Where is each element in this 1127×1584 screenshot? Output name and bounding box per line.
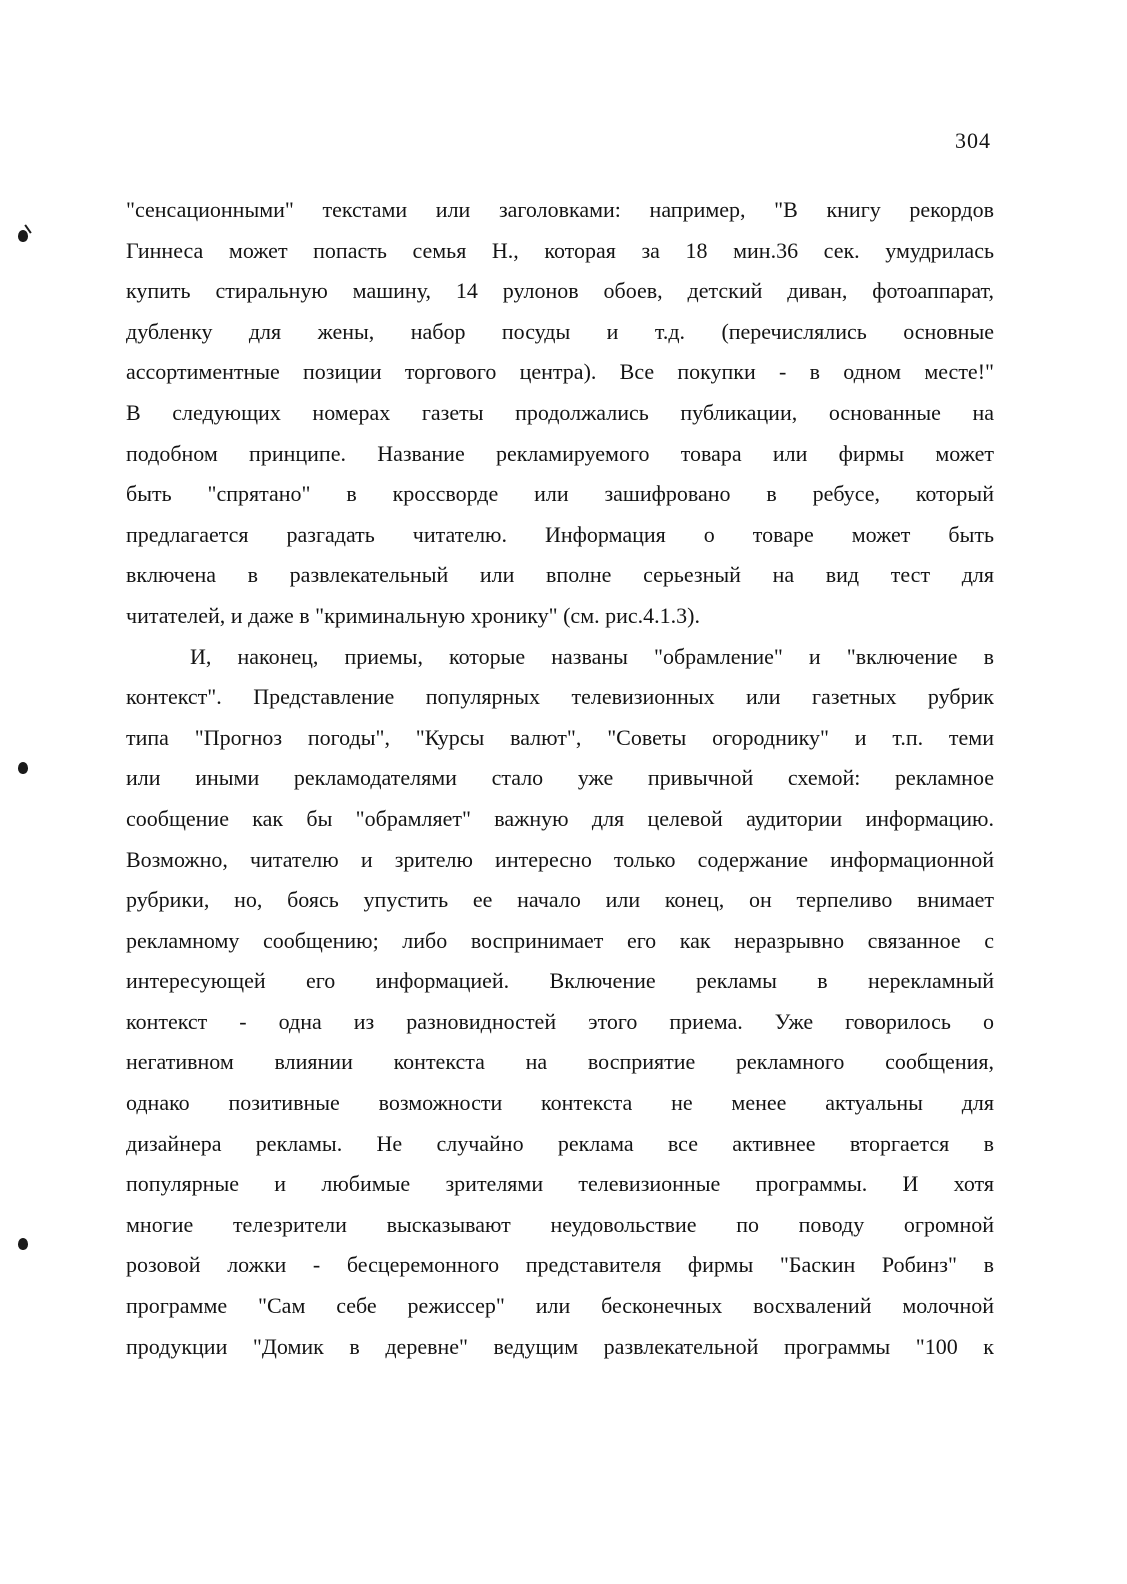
text-line: контекст - одна из разновидностей этого приема. Уже говорилось о <box>126 1008 994 1034</box>
text-body <box>126 190 994 1367</box>
text-line: "сенсационными" текстами или заголовками: например, "В книгу рекордов <box>126 197 994 222</box>
text-line: дубленку для жены, набор посуды и т.д. (перечислялись основные <box>126 318 994 344</box>
text-line: продукции "Домик в деревне" ведущим развлекательной программы "100 к <box>126 1333 994 1359</box>
text-line: включена в развлекательный или вполне серьезный на вид тест для <box>126 562 994 588</box>
text-line: ассортиментные позиции торгового центра). Все покупки - в одном месте!" <box>126 359 994 385</box>
text-line: предлагается разгадать читателю. Информация о товаре может быть <box>126 521 994 547</box>
paragraph-first-line: И, наконец, приемы, которые названы "обрамление" и "включение в <box>190 643 994 669</box>
text-line: интересующей его информацией. Включение рекламы в нерекламный <box>126 968 994 994</box>
text-line: программе "Сам себе режиссер" или бесконечных восхвалений молочной <box>126 1293 994 1319</box>
text-line: рекламному сообщению; либо воспринимает его как неразрывно связанное с <box>126 927 994 953</box>
text-line: В следующих номерах газеты продолжались публикации, основанные на <box>126 399 994 425</box>
text-line: дизайнера рекламы. Не случайно реклама все активнее вторгается в <box>126 1130 994 1156</box>
text-line: читателей, и даже в "криминальную хронику" (см. рис.4.1.3). <box>126 602 700 628</box>
scan-mark <box>18 762 28 774</box>
page-number: 304 <box>955 128 991 153</box>
scan-mark <box>18 1238 28 1250</box>
text-line: сообщение как бы "обрамляет" важную для целевой аудитории информацию. <box>126 805 994 831</box>
text-line: негативном влиянии контекста на восприятие рекламного сообщения, <box>126 1049 994 1075</box>
text-line: типа "Прогноз погоды", "Курсы валют", "Советы огороднику" и т.п. теми <box>126 724 994 750</box>
text-line: популярные и любимые зрителями телевизионные программы. И хотя <box>126 1171 994 1197</box>
text-line: однако позитивные возможности контекста не менее актуальны для <box>126 1090 994 1116</box>
text-line: или иными рекламодателями стало уже привычной схемой: рекламное <box>126 765 994 791</box>
scan-mark <box>18 230 28 242</box>
text-line: многие телезрители высказывают неудовольствие по поводу огромной <box>126 1211 994 1237</box>
text-line: подобном принципе. Название рекламируемого товара или фирмы может <box>126 440 994 466</box>
text-line: Гиннеса может попасть семья Н., которая за 18 мин.36 сек. умудрилась <box>126 237 994 263</box>
text-line: быть "спрятано" в кроссворде или зашифровано в ребусе, который <box>126 481 994 507</box>
text-line: контекст". Представление популярных телевизионных или газетных рубрик <box>126 684 994 710</box>
text-line: купить стиральную машину, 14 рулонов обоев, детский диван, фотоаппарат, <box>126 278 994 304</box>
text-line: Возможно, читателю и зрителю интересно только содержание информационной <box>126 846 994 872</box>
text-line: розовой ложки - бесцеремонного представителя фирмы "Баскин Робинз" в <box>126 1252 994 1278</box>
text-line: рубрики, но, боясь упустить ее начало или конец, он терпеливо внимает <box>126 887 994 913</box>
